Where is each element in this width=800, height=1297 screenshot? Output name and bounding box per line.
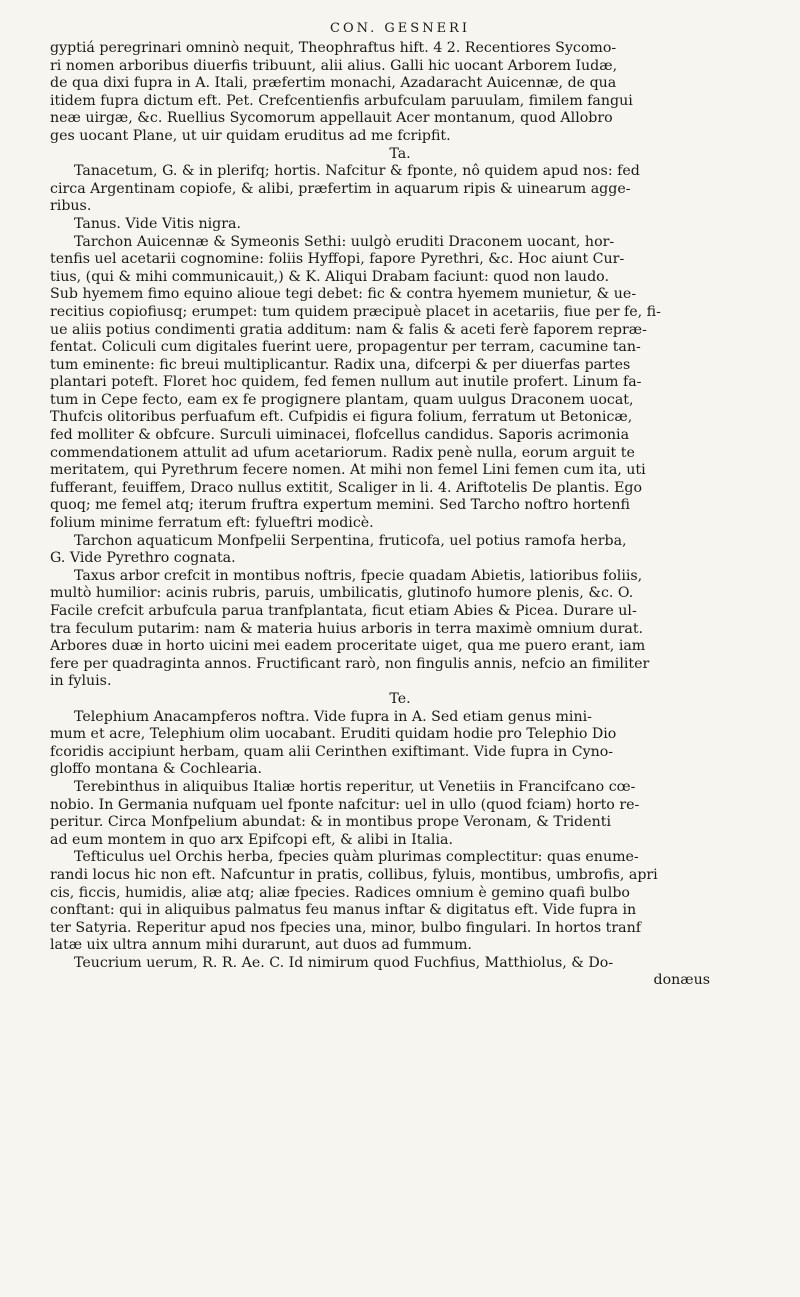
text-line: ad eum montem in quo arx Epifcopi eft, & alibi in Italia.	[50, 831, 453, 848]
text-line: Facile crefcit arbufcula parua tranfplantata, ficut etiam Abies & Picea. Durare ul-	[50, 603, 637, 619]
text-line: fufferant, feuiffem, Draco nullus extitit, Scaliger in li. 4. Ariftotelis De plantis. Ego	[50, 479, 643, 496]
text-line: de qua dixi fupra in A. Itali, præfertim monachi, Azadaracht Auicennæ, de qua	[50, 75, 617, 92]
text-line: Thufcis olitoribus perfuafum eft. Cufpidis ei figura folium, ferratum ut Betonicæ,	[50, 409, 633, 426]
text-line: ri nomen arboribus diuerfis tribuunt, alii alius. Galli hic uocant Arborem Iudæ,	[50, 57, 618, 74]
text-line: meritatem, qui Pyrethrum fecere nomen. At mihi non femel Lini femen cum ita, uti	[50, 462, 646, 479]
running-header-text: CON. GESNERI	[330, 21, 470, 36]
text-line: conftant: qui in aliquibus palmatus feu manus inftar & digitatus eft. Vide fupra in	[50, 902, 637, 919]
running-header	[50, 18, 750, 40]
text-line: ter Satyria. Reperitur apud nos fpecies una, minor, bulbo fingulari. In hortos tranf	[50, 919, 642, 936]
text-line: folium minime ferratum eft: fylueftri modicè.	[50, 515, 374, 532]
text-line: mum et acre, Telephium olim uocabant. Eruditi quidam hodie pro Telephio Dio	[50, 726, 617, 743]
text-line: ue aliis potius condimenti gratia additum: nam & falis & aceti ferè faporem repræ-	[50, 321, 647, 338]
text-line: tum eminente: fic breui multiplicantur. Radix una, difcerpi & per diuerfas partes	[50, 356, 631, 373]
text-line: tius, (qui & mihi communicauit,) & K. Aliqui Drabam faciunt: quod non laudo.	[50, 268, 609, 285]
text-line: itidem fupra dictum eft. Pet. Crefcentienfis arbufculam paruulam, fimilem fangui	[50, 92, 633, 109]
text-line: multò humilior: acinis rubris, paruis, umbilicatis, glutinofo humore plenis, &c. O.	[50, 585, 634, 602]
text-line: Tanacetum, G. & in plerifq; hortis. Nafcitur & fponte, nô quidem apud nos: fed	[74, 163, 640, 180]
text-line: neæ uirgæ, &c. Ruellius Sycomorum appellauit Acer montanum, quod Allobro	[50, 110, 613, 127]
text-line: quoq; me femel atq; iterum fruftra expertum memini. Sed Tarcho noftro hortenfi	[50, 497, 631, 514]
text-line: cis, ficcis, humidis, aliæ atq; aliæ fpecies. Radices omnium è gemino quafi bulbo	[50, 884, 630, 901]
text-line: circa Argentinam copiofe, & alibi, præfertim in aquarum ripis & uinearum agge-	[50, 180, 631, 197]
text-line: latæ uix ultra annum mihi durarunt, aut duos ad fummum.	[50, 937, 472, 954]
text-line: Teucrium uerum, R. R. Ae. C. Id nimirum quod Fuchfius, Matthiolus, & Do-	[74, 954, 614, 971]
text-line: G. Vide Pyrethro cognata.	[50, 550, 236, 567]
text-line: Arbores duæ in horto uicini mei eadem proceritate uiget, qua me puero erant, iam	[50, 638, 646, 655]
text-line: ribus.	[50, 198, 92, 215]
text-line: in fyluis.	[50, 673, 112, 690]
text-line: gyptiá peregrinari omninò nequit, Theophraftus hift. 4 2. Recentiores Sycomo-	[50, 40, 617, 56]
catchword: donæus	[653, 972, 710, 989]
text-line: peritur. Circa Monfpelium abundat: & in montibus prope Veronam, & Tridenti	[50, 814, 612, 831]
text-line: Terebinthus in aliquibus Italiæ hortis reperitur, ut Venetiis in Francifcano cœ-	[74, 778, 636, 795]
text-line: Tefticulus uel Orchis herba, fpecies quàm plurimas complectitur: quas enume-	[74, 849, 639, 866]
text-line: recitius copiofiusq; erumpet: tum quidem præcipuè placet in acetariis, fiue per fe, fi-	[50, 303, 661, 320]
text-line: Tarchon aquaticum Monfpelii Serpentina, fruticofa, uel potius ramofa herba,	[74, 532, 627, 549]
body-text	[50, 40, 750, 990]
text-line: Taxus arbor crefcit in montibus noftris, fpecie quadam Abietis, latioribus foliis,	[74, 567, 643, 584]
text-line: fere per quadraginta annos. Fructificant rarò, non fingulis annis, nefcio an fimiliter	[50, 655, 650, 672]
text-line: fentat. Coliculi cum digitales fuerint uere, propagentur per terram, cacumine tan-	[50, 339, 641, 356]
text-line: ges uocant Plane, ut uir quidam eruditus ad me fcripfit.	[50, 127, 451, 144]
text-line: tenfis uel acetarii cognomine: foliis Hyffopi, fapore Pyrethri, &c. Hoc aiunt Cur-	[50, 251, 625, 268]
text-line: tum in Cepe fecto, eam ex fe progignere plantam, quam uulgus Draconem uocat,	[50, 391, 634, 408]
text-line: randi locus hic non eft. Nafcuntur in pratis, collibus, fyluis, montibus, umbrofis, apri	[50, 866, 658, 883]
text-line: tra feculum putarim: nam & materia huius arboris in terra maximè omnium durat.	[50, 620, 644, 637]
text-line: nobio. In Germania nufquam uel fponte nafcitur: uel in ullo (quod fciam) horto re-	[50, 796, 640, 813]
text-line: fed molliter & obfcure. Surculi uiminacei, flofcellus candidus. Saporis acrimonia	[50, 427, 630, 444]
text-line: Sub hyemem fimo equino alioue tegi debet: fic & contra hyemem munietur, & ue-	[50, 286, 637, 303]
text-line: plantari poteft. Floret hoc quidem, fed femen nullum aut inutile profert. Linum fa-	[50, 374, 642, 391]
text-line: Tarchon Auicennæ & Symeonis Sethi: uulgò eruditi Draconem uocant, hor-	[74, 233, 615, 250]
text-line: gloffo montana & Cochlearia.	[50, 761, 262, 778]
text-line: Telephium Anacampferos noftra. Vide fupra in A. Sed etiam genus mini-	[74, 708, 592, 725]
text-line: Tanus. Vide Vitis nigra.	[74, 215, 241, 232]
section-heading: Ta.	[389, 145, 411, 162]
text-line: commendationem attulit ad ufum acetariorum. Radix penè nulla, eorum arguit te	[50, 444, 635, 461]
text-line: fcoridis accipiunt herbam, quam alii Cerinthen exiftimant. Vide fupra in Cyno-	[50, 743, 614, 760]
section-heading: Te.	[389, 690, 411, 707]
